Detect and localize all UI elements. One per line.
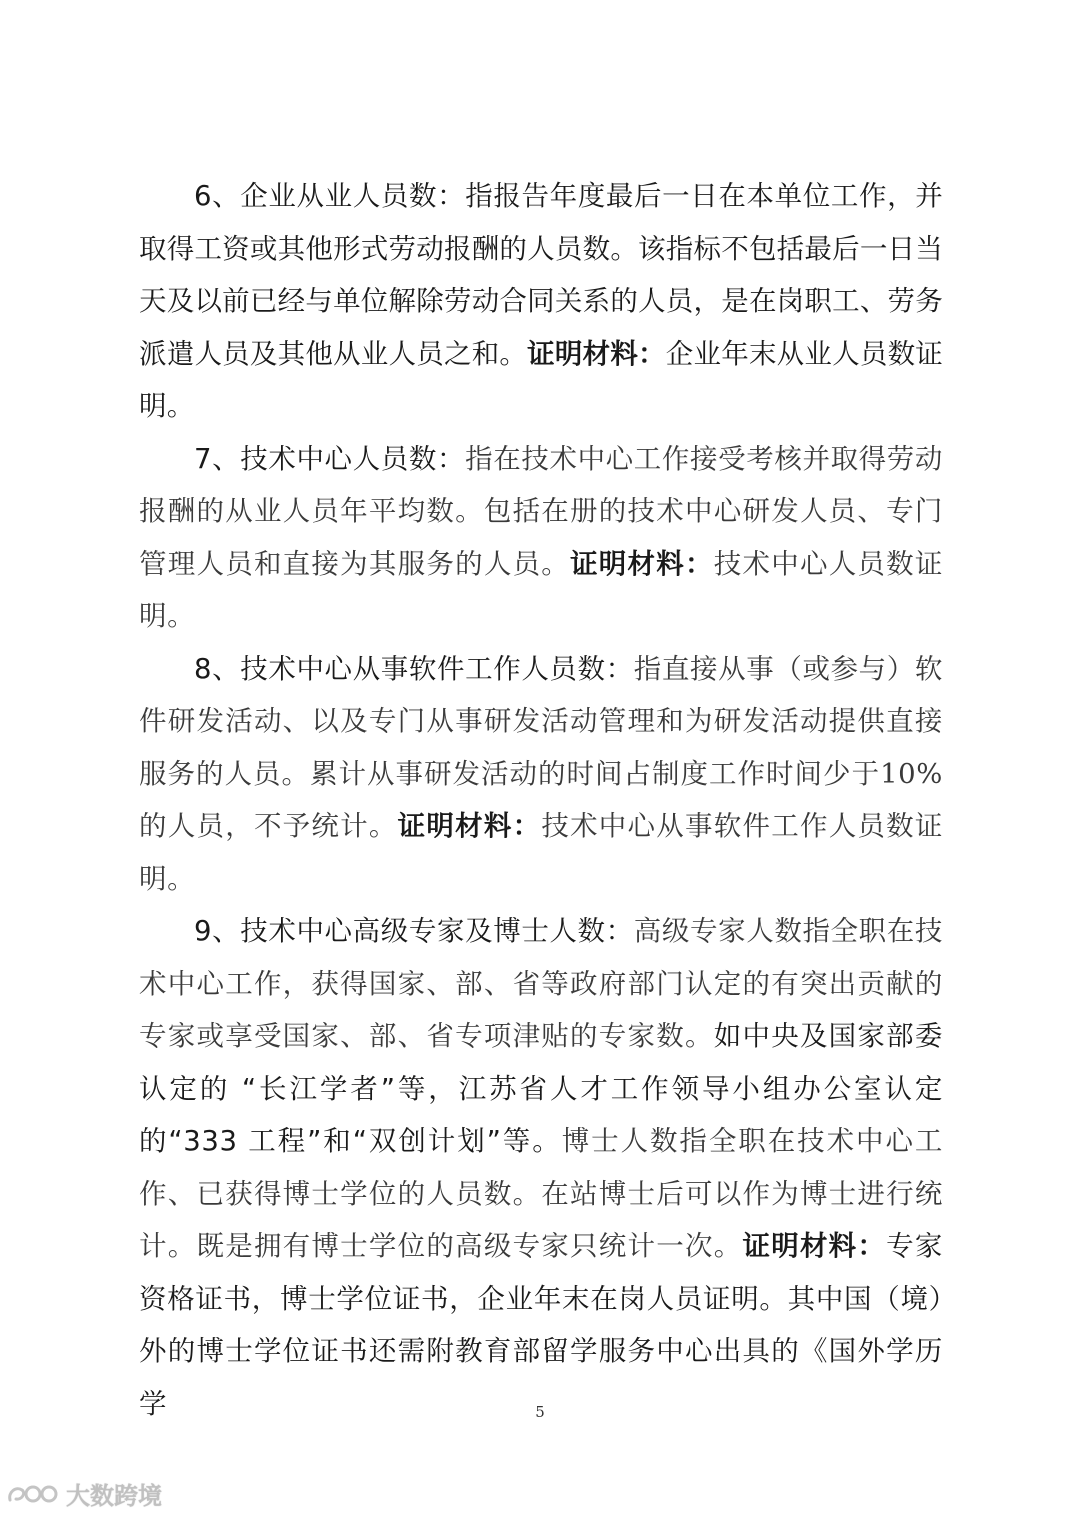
document-body (139, 170, 943, 1430)
item-9-body-senior: 高级专家人数指全职在技术中心工作，获得国家、部、省等政府部门认定的有突出贡献的专家或享受国家、部、省专项津贴的专家数。 (139, 915, 943, 1052)
item-6-body: 指报告年度最后一日在本单位工作，并取得工资或其他形式劳动报酬的人员数。该指标不包括最后一日当天及以前已经与单位解除劳动合同关系的人员，是在岗职工、劳务派遣人员及其他从业人员之和。 (139, 180, 943, 370)
page-number: 5 (535, 1403, 545, 1421)
watermark-text: 大数跨境 (66, 1482, 162, 1510)
item-9-evidence-label: 证明材料： (742, 1230, 887, 1262)
item-9-evidence-text: 专家资格证书，博士学位证书，企业年末在岗人员证明。其中国（境）外的博士学位证书还需附教育部留学服务中心出具的《国外学历学 (139, 1230, 943, 1420)
watermark (6, 1476, 162, 1511)
paragraph-9 (139, 905, 943, 1430)
item-7-heading: 7、技术中心人员数： (194, 442, 466, 475)
item-8-evidence-text: 技术中心从事软件工作人员数证明。 (139, 810, 944, 895)
item-7-evidence-text: 技术中心人员数证明。 (139, 547, 944, 632)
paragraph-8 (139, 643, 943, 906)
item-8-evidence-label: 证明材料： (397, 810, 542, 842)
item-8-body: 指直接从事（或参与）软件研发活动、以及专门从事研发活动管理和为研发活动提供直接服务的人员。累计从事研发活动的时间占制度工作时间少于10%的人员，不予统计。 (139, 652, 943, 842)
item-9-heading: 9、技术中心高级专家及博士人数： (194, 915, 634, 947)
item-9-body-doctor: 博士人数指全职在技术中心工作、已获得博士学位的人员数。在站博士后可以作为博士进行统计。既是拥有博士学位的高级专家只统计一次。 (139, 1125, 943, 1262)
item-6-heading: 6、企业从业人员数： (194, 180, 466, 212)
paragraph-6 (139, 170, 943, 433)
item-7-evidence-label: 证明材料： (570, 547, 714, 580)
item-8-heading: 8、技术中心从事软件工作人员数： (194, 652, 634, 685)
item-6-evidence-label: 证明材料： (527, 337, 666, 370)
item-9-body-examples: 如中央及国家部委认定的 “长江学者”等，江苏省人才工作领导小组办公室认定的“333 工程”和“双创计划”等。 (139, 1020, 943, 1157)
paragraph-7 (139, 433, 943, 643)
item-6-evidence-text: 企业年末从业人员数证明。 (139, 337, 944, 422)
brand-logo-icon (6, 1480, 60, 1508)
item-7-body: 指在技术中心工作接受考核并取得劳动报酬的从业人员年平均数。包括在册的技术中心研发人员、专门管理人员和直接为其服务的人员。 (139, 442, 944, 580)
